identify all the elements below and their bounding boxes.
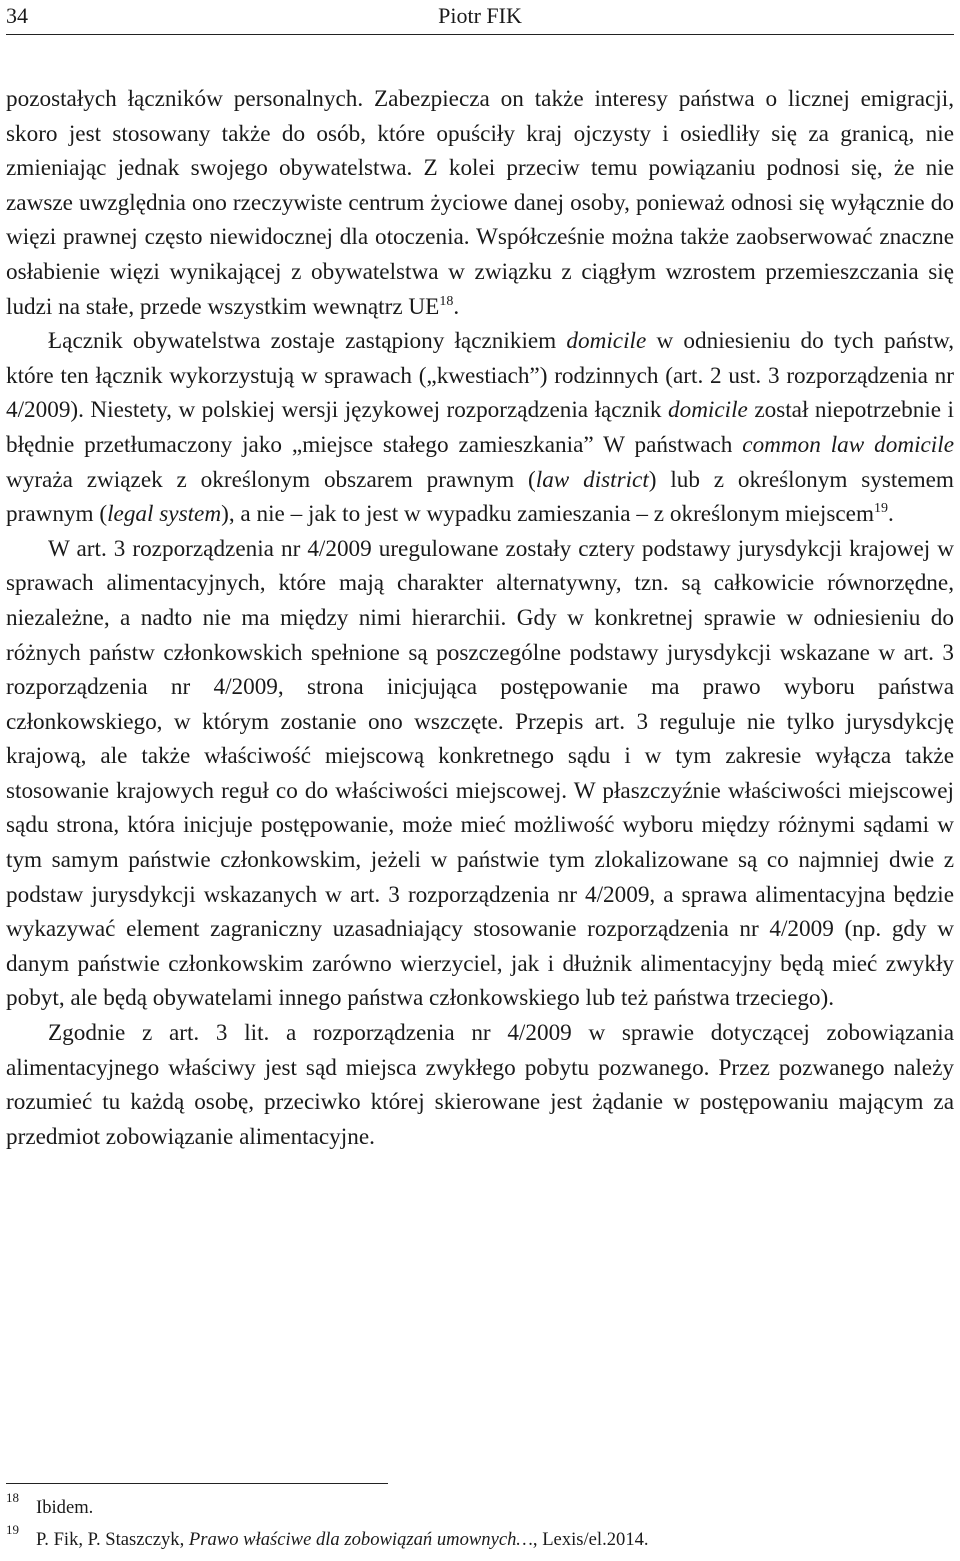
footnote-authors: P. Fik, P. Staszczyk, <box>36 1529 189 1550</box>
footnote-number: 18 <box>6 1490 19 1505</box>
footnote-ref-18[interactable]: 18 <box>439 293 454 309</box>
footnote-number: 19 <box>6 1522 19 1537</box>
footnote-19 <box>6 1522 954 1561</box>
footnote-divider <box>6 1483 388 1484</box>
italic-term-legal-system: legal system <box>107 501 222 528</box>
paragraph-2-text-a: Łącznik obywatelstwa zostaje zastąpiony łącznikiem <box>48 328 567 355</box>
footnote-18 <box>6 1490 954 1529</box>
footnotes <box>6 1490 954 1561</box>
paragraph-2 <box>6 324 954 532</box>
body-text <box>6 82 954 1154</box>
paragraph-2-text-b: w odniesieniu do tych państw, które ten łącznik wykorzystują w sprawach („kwestiach”) rodzinnych (art. 2 ust. 3 rozporządzenia nr 4/2009). Niestety, w polskiej wersji językowej rozporządzenia łącznik <box>6 328 954 424</box>
paragraph-1 <box>6 82 954 324</box>
running-head: Piotr FIK <box>438 3 522 28</box>
paragraph-2-text-d: wyraża związek z określonym obszarem prawnym ( <box>6 466 536 493</box>
italic-term-common-law-domicile: common law domicile <box>742 431 954 458</box>
footnote-source: , Lexis/el.2014. <box>532 1529 649 1550</box>
italic-term-domicile: domicile <box>566 328 647 355</box>
paragraph-1-text-a: pozostałych łączników personalnych. Zabezpiecza on także interesy państwa o licznej emigracji, skoro jest stosowany także do osób, które opuściły kraj ojczysty i osiedliły się za granicą, nie zmieniając jednak swojego obywatelstwa. Z kolei przeciw temu powiązaniu podnosi się, że nie zawsze uwzględnia ono rzeczywiste centrum życiowe danej osoby, ponieważ odnosi się wyłącznie do więzi prawnej często niewidocznej dla otoczenia. Współcześnie można także zaobserwować znaczne osłabienie więzi wynikającej z obywatelstwa w związku z ciągłym wzrostem przemieszczania się ludzi na stałe, przede wszystkim wewnątrz UE <box>6 86 954 320</box>
paragraph-2-text-g: . <box>888 501 894 528</box>
footnote-ref-19[interactable]: 19 <box>874 501 889 517</box>
paragraph-2-text-f: ), a nie – jak to jest w wypadku zamieszania – z określonym miejscem <box>221 501 875 528</box>
italic-term-law-district: law district <box>535 466 649 493</box>
footnote-title: Prawo właściwe dla zobowiązań umownych… <box>188 1529 533 1550</box>
page-number: 34 <box>6 3 28 28</box>
paragraph-1-text-b: . <box>453 293 460 320</box>
footnote-text: Ibidem. <box>36 1497 94 1518</box>
italic-term-domicile-2: domicile <box>668 397 748 424</box>
page-header <box>6 0 954 35</box>
paragraph-4: Zgodnie z art. 3 lit. a rozporządzenia nr 4/2009 w sprawie dotyczącej zobowiązania alimentacyjnego właściwy jest sąd miejsca zwykłego pobytu pozwanego. Przez pozwanego należy rozumieć tu każdą osobę, przeciwko której skierowane jest żądanie w postępowaniu mającym za przedmiot zobowiązanie alimentacyjne. <box>6 1020 954 1150</box>
paragraph-2-text-c: został niepotrzebnie i błędnie przetłumaczony jako „miejsce stałego zamieszkania” W państwach <box>6 397 954 458</box>
footnote-text <box>36 1529 649 1551</box>
paragraph-2-text-e: ) lub z określonym systemem prawnym ( <box>6 466 954 528</box>
paragraph-3: W art. 3 rozporządzenia nr 4/2009 uregulowane zostały cztery podstawy jurysdykcji krajowej w sprawach alimentacyjnych, które mają charakter alternatywny, tzn. są całkowicie równorzędne, niezależne, a nadto nie ma między nimi hierarchii. Gdy w konkretnej sprawie w odniesieniu do różnych państw członkowskich spełnione są poszczególne podstawy jurysdykcji wskazane w art. 3 rozporządzenia nr 4/2009, strona inicjująca postępowanie ma prawo wyboru państwa członkowskiego, w którym zostanie ono wszczęte. Przepis art. 3 reguluje nie tylko jurysdykcję krajową, ale także właściwość miejscową konkretnego sądu i w tym zakresie wyłącza także stosowanie krajowych reguł co do właściwości miejscowej. W płaszczyźnie właściwości miejscowej sądu strona, która inicjuje postępowanie, może mieć możliwość wyboru między różnymi sądami w tym samym państwie członkowskim, jeżeli w państwie tym zlokalizowane są co najmniej dwie z podstaw jurysdykcji wskazanych w art. 3 rozporządzenia nr 4/2009, a sprawa alimentacyjna będzie wykazywać element zagraniczny uzasadniający stosowanie rozporządzenia nr 4/2009 (np. gdy w danym państwie członkowskim zarówno wierzyciel, jak i dłużnik alimentacyjny będą mieć zwykły pobyt, ale będą obywatelami innego państwa członkowskiego lub też państwa trzeciego). <box>6 535 954 1012</box>
